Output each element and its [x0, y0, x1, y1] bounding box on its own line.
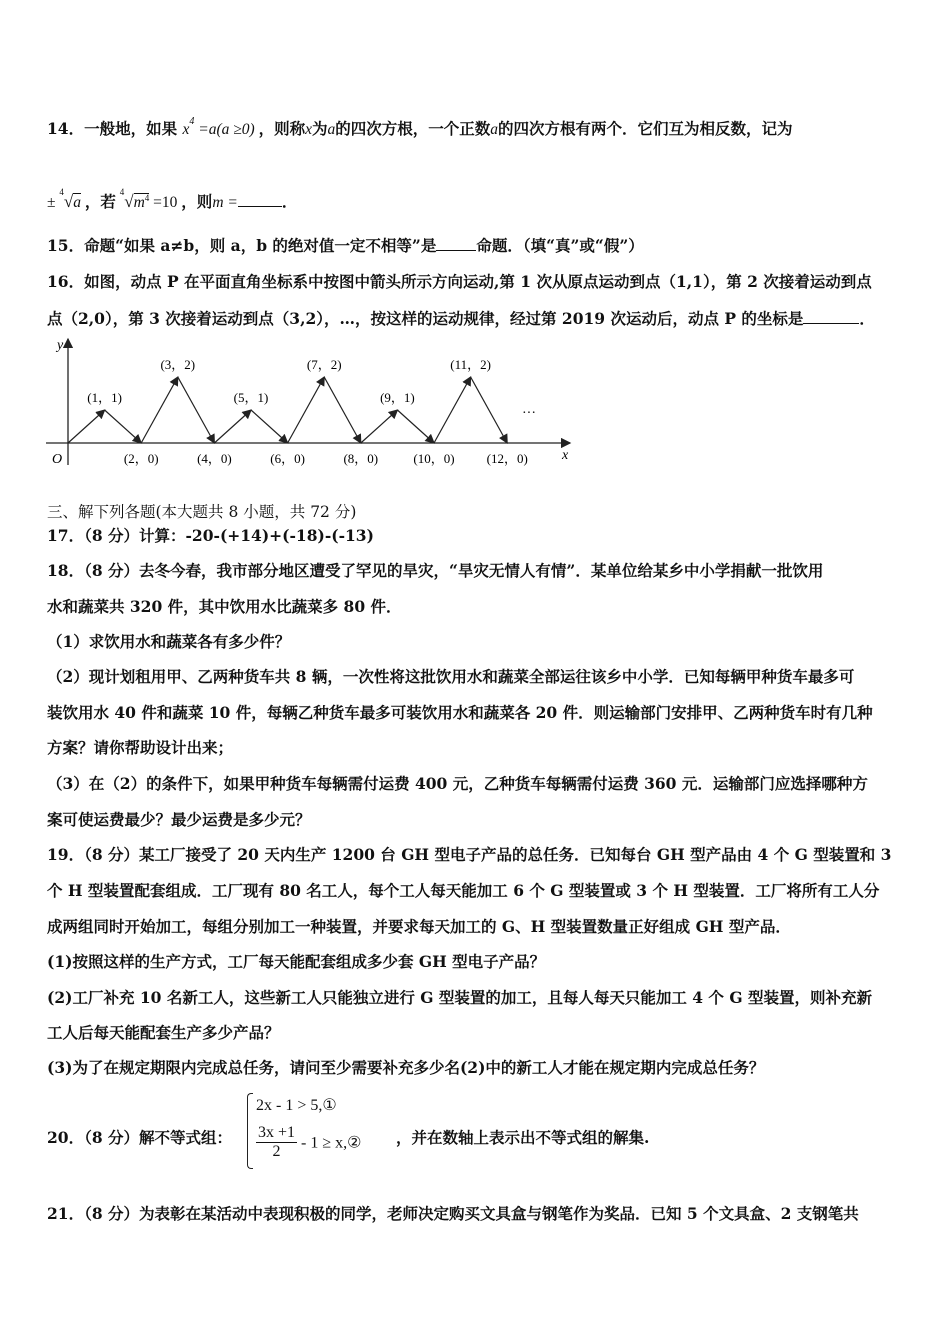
- q18-line3: （1）求饮用水和蔬菜各有多少件？: [47, 632, 291, 651]
- upper-point-label: (1，1): [87, 390, 122, 405]
- q15-answer-blank: [436, 236, 476, 251]
- q19-line5: (2)工厂补充 10 名新工人，这些新工人只能独立进行 G 型装置的加工，且每人每天只能加工 4 个 G 型装置，则补充新: [47, 988, 872, 1007]
- q18-line7: （3）在（2）的条件下，如果甲种货车每辆需付运费 400 元，乙种货车每辆需付运费 360 元．运输部门应选择哪种方: [47, 774, 868, 793]
- lower-point-label: (8，0): [343, 451, 379, 466]
- lower-point-label: (10，0): [413, 451, 455, 466]
- q19-line2: 个 H 型装置配套组成．工厂现有 80 名工人，每个工人每天能加工 6 个 G 型装置或 3 个 H 型装置．工厂将所有工人分: [47, 881, 880, 900]
- x-axis-label: x: [562, 448, 569, 463]
- lower-point-label: (12，0): [486, 451, 528, 466]
- fraction-denominator: 2: [272, 1143, 281, 1160]
- motion-figure: [40, 333, 600, 473]
- y-axis-label: y: [57, 338, 64, 353]
- q15-line: 15．命题“如果 a≠b，则 a，b 的绝对值一定不相等”是 命题．（填“真”或“假”）: [47, 236, 644, 255]
- path-segment: [361, 410, 398, 443]
- origin-label: O: [52, 452, 63, 467]
- q17-line: 17．（8 分）计算：-20-(+14)+(-18)-(-13): [47, 526, 374, 545]
- q14-number: 14．: [47, 119, 85, 139]
- upper-point-label: (7，2): [306, 357, 342, 372]
- q18-line2: 水和蔬菜共 320 件，其中饮用水比蔬菜多 80 件．: [47, 597, 402, 616]
- motion-path: [68, 377, 507, 443]
- q14-line2: ± $^4$√a ，若 $^4√m^4 =10$ ，则m = ．: [47, 187, 298, 212]
- q21-line: 21．（8 分）为表彰在某活动中表现积极的同学，老师决定购买文具盒与钢笔作为奖品．已知 5 个文具盒、2 支钢笔共: [47, 1204, 859, 1223]
- lower-point-label: (2，0): [123, 451, 159, 466]
- path-segment: [214, 410, 251, 443]
- q16-line2: 点（2,0），第 3 次接着运动到点（3,2），…，按这样的运动规律，经过第 2019 次运动后，动点 P 的坐标是 ．: [47, 309, 875, 328]
- fourth-root-m4: $^4√m^4 =10$: [119, 187, 178, 212]
- q16-answer-blank: [803, 309, 859, 324]
- path-segment: [251, 410, 288, 443]
- upper-point-label: (11，2): [450, 357, 491, 372]
- q18-line5: 装饮用水 40 件和蔬菜 10 件，每辆乙种货车最多可装饮用水和蔬菜各 20 件．则运输部门安排甲、乙两种货车时有几种: [47, 703, 873, 722]
- path-segment: [105, 410, 142, 443]
- q14-answer-blank: [238, 192, 282, 207]
- q19-line3: 成两组同时开始加工，每组分别加工一种装置，并要求每天加工的 G、H 型装置数量正好组成 GH 型产品．: [47, 917, 791, 936]
- q20-prefix: 20．（8 分）解不等式组：: [47, 1128, 233, 1147]
- upper-point-label: (3，2): [160, 357, 196, 372]
- inequality-2: $\frac{3x +1}{2}$ - 1 ≥ x,②: [258, 1124, 362, 1160]
- ellipsis: ···: [522, 406, 536, 421]
- upper-point-label: (9，1): [380, 390, 415, 405]
- upper-point-label: (5，1): [233, 390, 269, 405]
- q14-line1: 14．一般地，如果 $x^4 =a(a \ge 0)$ ，则称x为a的四次方根，一个正数a的四次方根有两个．它们互为相反数，记为: [47, 116, 793, 139]
- path-segment: [288, 377, 325, 443]
- fraction-numerator: 3x +1: [258, 1124, 296, 1141]
- path-segment: [434, 377, 471, 443]
- lower-point-label: (4，0): [197, 451, 232, 466]
- q18-line6: 方案？请你帮助设计出来；: [47, 738, 234, 757]
- q19-line1: 19．（8 分）某工厂接受了 20 天内生产 1200 台 GH 型电子产品的总任务．已知每台 GH 型产品由 4 个 G 型装置和 3: [47, 845, 892, 864]
- path-segment: [141, 377, 178, 443]
- q19-line6: 工人后每天能配套生产多少产品？: [47, 1023, 280, 1042]
- fourth-root-a: $^4$√a: [59, 187, 81, 212]
- q18-line4: （2）现计划租用甲、乙两种货车共 8 辆，一次性将这批饮用水和蔬菜全部运往该乡中小学．已知每辆甲种货车最多可: [47, 667, 855, 686]
- path-segment: [397, 410, 434, 443]
- q19-line4: (1)按照这样的生产方式，工厂每天能配套组成多少套 GH 型电子产品？: [47, 952, 546, 971]
- q20-suffix: ，并在数轴上表示出不等式组的解集.: [396, 1128, 650, 1147]
- q18-line8: 案可使运费最少？最少运费是多少元？: [47, 810, 311, 829]
- path-segment: [178, 377, 215, 443]
- section-3-title: 三、解下列各题(本大题共 8 小题，共 72 分): [47, 503, 357, 521]
- path-segment: [324, 377, 361, 443]
- q14-equation: $x^4 =a(a \ge 0)$: [182, 116, 255, 139]
- inequality-1: 2x - 1 > 5,①: [256, 1097, 337, 1114]
- lower-point-label: (6，0): [270, 451, 305, 466]
- q18-line1: 18．（8 分）去冬今春，我市部分地区遭受了罕见的旱灾，“旱灾无情人有情”．某单位给某乡中小学捐献一批饮用: [47, 561, 824, 580]
- system-brace: [247, 1093, 253, 1169]
- q16-line1: 16．如图，动点 P 在平面直角坐标系中按图中箭头所示方向运动,第 1 次从原点运动到点（1,1），第 2 次接着运动到点: [47, 272, 872, 291]
- path-segment: [68, 410, 105, 443]
- q19-line7: (3)为了在规定期限内完成总任务，请问至少需要补充多少名(2)中的新工人才能在规定期内完成总任务？: [47, 1058, 765, 1077]
- path-segment: [471, 377, 508, 443]
- point-labels: [87, 357, 528, 467]
